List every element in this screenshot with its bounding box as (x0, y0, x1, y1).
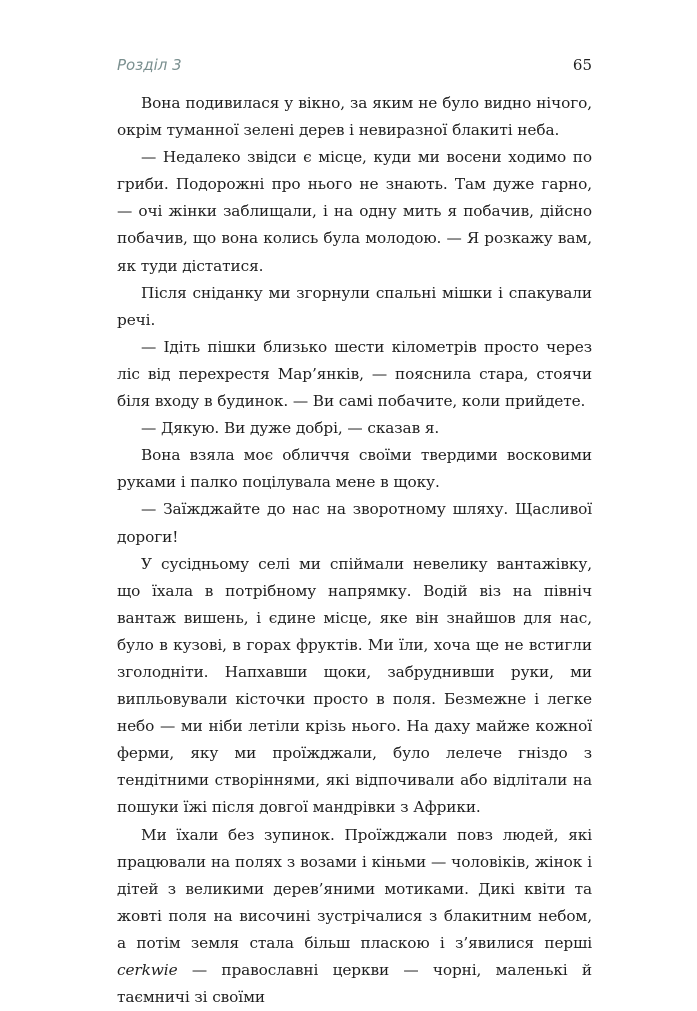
paragraph: — Дякую. Ви дуже добрі, — сказав я. (141, 419, 440, 438)
paragraph: Після сніданку ми згорнули спальні мішки і спакували речі. (117, 283, 592, 329)
paragraph: — Недалеко звідси є місце, куди ми восени ходимо по гриби. Подорожні про нього не знають. Там дуже гарно, — очі жінки заблищали, і на одну мить я побачив, дійсно побачив, що вона колись була молодою. — Я розкажу вам, як туди дістатися. (117, 148, 592, 275)
paragraph: — Заїжджайте до нас на зворотному шляху. Щасливої дороги! (117, 500, 592, 546)
paragraph: У сусідньому селі ми спіймали невелику вантажівку, що їхала в потрібному напрямку. Водій віз на північ вантаж вишень, і єдине місце, яке він знайшов для нас, було в кузові, в горах фруктів. Ми їли, хоча ще не встигли зголодніти. Напхавши щоки, забруднивши руки, ми випльовували кісточки просто в поля. Безмежне і легке небо — ми ніби летіли крізь нього. На даху майже кожної ферми, яку ми проїжджали, було лелече гніздо з тендітними створіннями, які відпочивали або відлітали на пошуки їжі після довгої мандрівки з Африки. (117, 554, 592, 817)
chapter-title: Розділ 3 (117, 56, 182, 74)
paragraph: — Ідіть пішки близько шести кілометрів просто через ліс від перехрестя Мар’янків, — пояснила стара, стоячи біля входу в будинок. — Ви самі побачите, коли прийдете. (117, 337, 592, 411)
paragraph: Вона подивилася у вікно, за яким не було видно нічого, окрім туманної зелені дерев і невиразної блакиті неба. (117, 94, 592, 140)
italic-term: cerkwie (117, 961, 178, 979)
page-number: 65 (572, 56, 592, 74)
paragraph: Вона взяла моє обличчя своїми твердими восковими руками і палко поцілувала мене в щоку. (117, 446, 592, 492)
body-text (117, 90, 592, 1011)
paragraph: Ми їхали без зупинок. Проїжджали повз людей, які працювали на полях з возами і кіньми — чоловіків, жінок і дітей з великими дерев’яними мотиками. Дикі квіти та жовті поля на височині зустрічалися з блакитним небом, а потім земля стала більш пласкою і з’явилися перші cerkwie — православні церкви — чорні, маленькі й таємничі зі своїми (117, 825, 592, 1007)
